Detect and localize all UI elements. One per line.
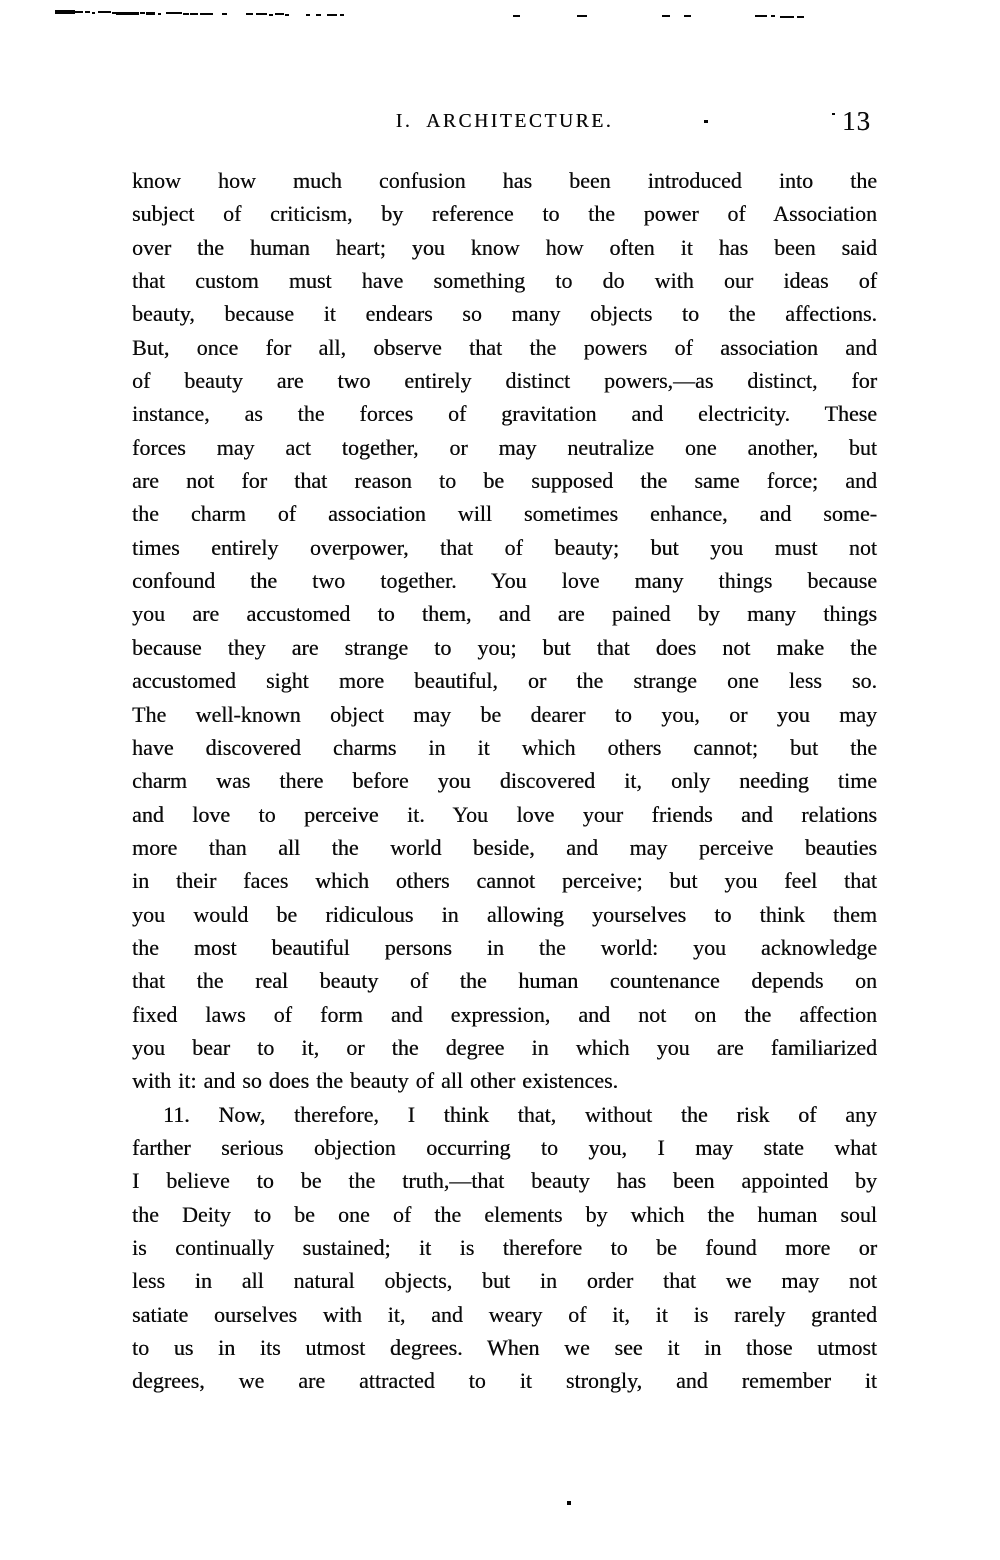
text-line: instance, as the forces of gravitation and electricity. These [132, 401, 877, 427]
text-line: accustomed sight more beautiful, or the strange one less so. [132, 668, 877, 694]
text-line: and love to perceive it. You love your friends and relations [132, 801, 877, 827]
edge-dash [780, 16, 794, 18]
edge-dash [74, 11, 83, 13]
text-line: beauty, because it endears so many objects to the affections. [132, 301, 877, 327]
edge-dash [755, 15, 767, 17]
text-line: with it: and so does the beauty of all other existences. [132, 1068, 619, 1094]
text-line: are not for that reason to be supposed the same force; and [132, 468, 877, 494]
edge-dash [200, 13, 213, 15]
edge-dash [85, 11, 90, 13]
ink-speck [567, 1501, 571, 1505]
edge-dash [577, 15, 587, 17]
edge-dash [513, 15, 520, 17]
ink-speck [832, 113, 835, 115]
edge-dash [183, 13, 189, 15]
text-line: satiate ourselves with it, and weary of it, it is rarely granted [132, 1301, 877, 1327]
text-line: degrees, we are attracted to it strongly, and remember it [132, 1368, 877, 1394]
edge-dash [684, 15, 691, 17]
text-line: to us in its utmost degrees. When we see it in those utmost [132, 1335, 877, 1361]
text-line: farther serious objection occurring to you, I may state what [132, 1134, 877, 1160]
text-line: I believe to be the truth,—that beauty has been appointed by [132, 1168, 877, 1194]
edge-dash [98, 11, 111, 13]
text-line: you would be ridiculous in allowing yourselves to think them [132, 901, 877, 927]
text-line: over the human heart; you know how often it has been said [132, 234, 877, 260]
text-line: of beauty are two entirely distinct powers,—as distinct, for [132, 368, 877, 394]
edge-dash [340, 14, 344, 16]
text-line: the most beautiful persons in the world: you acknowledge [132, 934, 877, 960]
edge-dash [146, 12, 155, 15]
text-line: you bear to it, or the degree in which you are familiarized [132, 1034, 877, 1060]
text-line: the charm of association will sometimes enhance, and some- [132, 501, 877, 527]
edge-dash [662, 15, 670, 17]
edge-dash [316, 14, 321, 16]
text-line: confound the two together. You love many things because [132, 568, 877, 594]
text-line: subject of criticism, by reference to the power of Association [132, 201, 877, 227]
edge-dash [256, 13, 267, 15]
text-line: is continually sustained; it is therefore to be found more or [132, 1235, 877, 1260]
edge-dash [92, 12, 95, 14]
text-line: But, once for all, observe that the powers of association and [132, 334, 877, 360]
edge-dash [285, 14, 289, 16]
text-line: forces may act together, or may neutralize one another, but [132, 434, 877, 460]
edge-dash [327, 14, 337, 16]
running-head [132, 106, 877, 143]
text-line: more than all the world beside, and may perceive beauties [132, 834, 877, 860]
text-line: 11. Now, therefore, I think that, without the risk of any [163, 1101, 877, 1127]
text-line: in their faces which others cannot perceive; but you feel that [132, 868, 877, 894]
text-line: less in all natural objects, but in order that we may not [132, 1268, 877, 1294]
text-line: charm was there before you discovered it, only needing time [132, 768, 877, 794]
edge-dash [140, 12, 145, 14]
edge-dash [797, 16, 804, 18]
text-line: The well-known object may be dearer to you, or you may [132, 701, 877, 727]
edge-dash [190, 13, 198, 15]
text-line: know how much confusion has been introduced into the [132, 168, 877, 193]
text-line: that custom must have something to do with our ideas of [132, 268, 877, 294]
page-number: 13 [842, 106, 871, 136]
edge-dash [275, 13, 284, 15]
edge-dash [306, 14, 310, 16]
text-line: that the real beauty of the human countenance depends on [132, 968, 877, 994]
section-title: I. ARCHITECTURE. [395, 111, 614, 132]
text-line: the Deity to be one of the elements by which the human soul [132, 1201, 877, 1227]
ink-speck [704, 120, 708, 123]
edge-dash [116, 12, 139, 15]
edge-dash [166, 12, 182, 14]
edge-dash [269, 14, 273, 16]
body-text [132, 164, 877, 1398]
edge-dash [771, 15, 775, 17]
text-line: fixed laws of form and expression, and not on the affection [132, 1001, 877, 1027]
text-line: have discovered charms in it which others cannot; but the [132, 734, 877, 760]
edge-dash [55, 10, 75, 14]
edge-dash [158, 13, 161, 15]
text-line: you are accustomed to them, and are pained by many things [132, 601, 877, 627]
edge-dash [222, 13, 227, 15]
text-line: because they are strange to you; but that does not make the [132, 634, 877, 660]
edge-dash [246, 13, 253, 15]
text-line: times entirely overpower, that of beauty; but you must not [132, 534, 877, 560]
